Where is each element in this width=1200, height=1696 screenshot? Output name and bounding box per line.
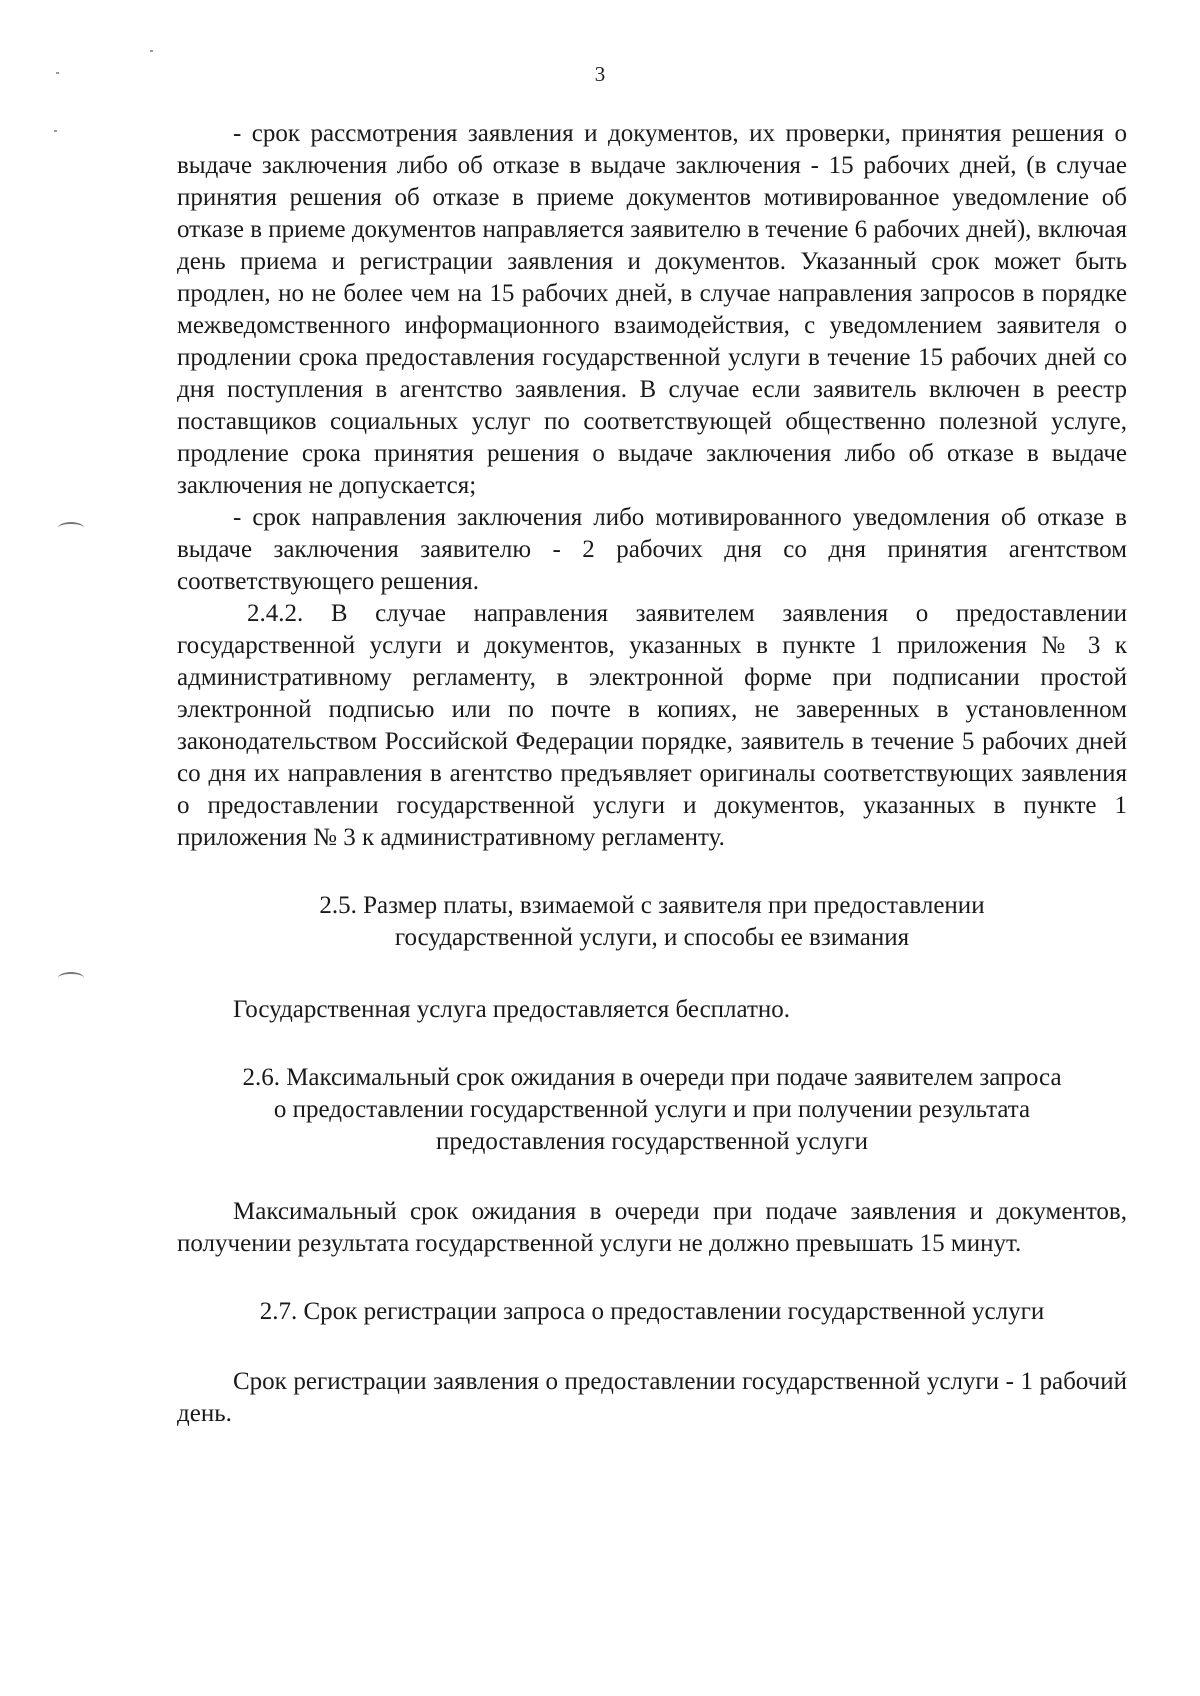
paragraph-review-term: - срок рассмотрения заявления и документов, их проверки, принятия решения о выдаче заключения либо об отказе в выдаче заключения - 15 рабочих дней, (в случае принятия решения об отказе в приеме документов мотивированное уведомление об отказе в приеме документов направляется заявителю в течение 6 рабочих дней), включая день приема и регистрации заявления и документов. Указанный срок может быть продлен, но не более чем на 15 рабочих дней, в случае направления запросов в порядке межведомственного информационного взаимодействия, с уведомлением заявителя о продлении срока предоставления государственной услуги в течение 15 рабочих дней со дня поступления в агентство заявления. В случае если заявитель включен в реестр поставщиков социальных услуг по соответствующей общественно полезной услуге, продление срока принятия решения о выдаче заключения либо об отказе в выдаче заключения не допускается; <box>177 120 1127 499</box>
scan-speck <box>150 50 153 52</box>
scan-speck <box>54 130 57 132</box>
section-heading-2-5 <box>177 890 1127 954</box>
heading-line: 2.6. Максимальный срок ожидания в очереди при подаче заявителем запроса <box>242 1064 1062 1091</box>
document-body <box>177 118 1127 1430</box>
heading-line: предоставления государственной услуги <box>435 1128 869 1155</box>
section-heading-2-6 <box>177 1062 1127 1158</box>
section-text-2-6: Максимальный срок ожидания в очереди при подаче заявления и документов, получении результата государственной услуги не должно превышать 15 минут. <box>177 1198 1127 1257</box>
paragraph-2-4-2: 2.4.2. В случае направления заявителем заявления о предоставлении государственной услуги и документов, указанных в пункте 1 приложения № 3 к административному регламенту, в электронной форме при подписании простой электронной подписью или по почте в копиях, не заверенных в установленном законодательством Российской Федерации порядке, заявитель в течение 5 рабочих дней со дня их направления в агентство предъявляет оригиналы соответствующих заявления о предоставлении государственной услуги и документов, указанных в пункте 1 приложения № 3 к административному регламенту. <box>177 600 1127 851</box>
paragraph-send-term: - срок направления заключения либо мотивированного уведомления об отказе в выдаче заключения заявителю - 2 рабочих дня со дня принятия агентством соответствующего решения. <box>177 504 1127 595</box>
section-text-2-7: Срок регистрации заявления о предоставлении государственной услуги - 1 рабочий день. <box>177 1368 1127 1427</box>
section-heading-2-7 <box>177 1296 1127 1328</box>
page-number: 3 <box>594 62 606 86</box>
section-text-2-5: Государственная услуга предоставляется бесплатно. <box>233 996 791 1023</box>
heading-line: о предоставлении государственной услуги и при получении результата <box>273 1096 1031 1123</box>
heading-line: 2.5. Размер платы, взимаемой с заявителя при предоставлении <box>319 892 985 919</box>
margin-hole-mark <box>58 972 84 984</box>
heading-line: государственной услуги, и способы ее взимания <box>394 924 910 951</box>
heading-line: 2.7. Срок регистрации запроса о предоставлении государственной услуги <box>259 1298 1045 1325</box>
margin-hole-mark <box>58 522 84 534</box>
